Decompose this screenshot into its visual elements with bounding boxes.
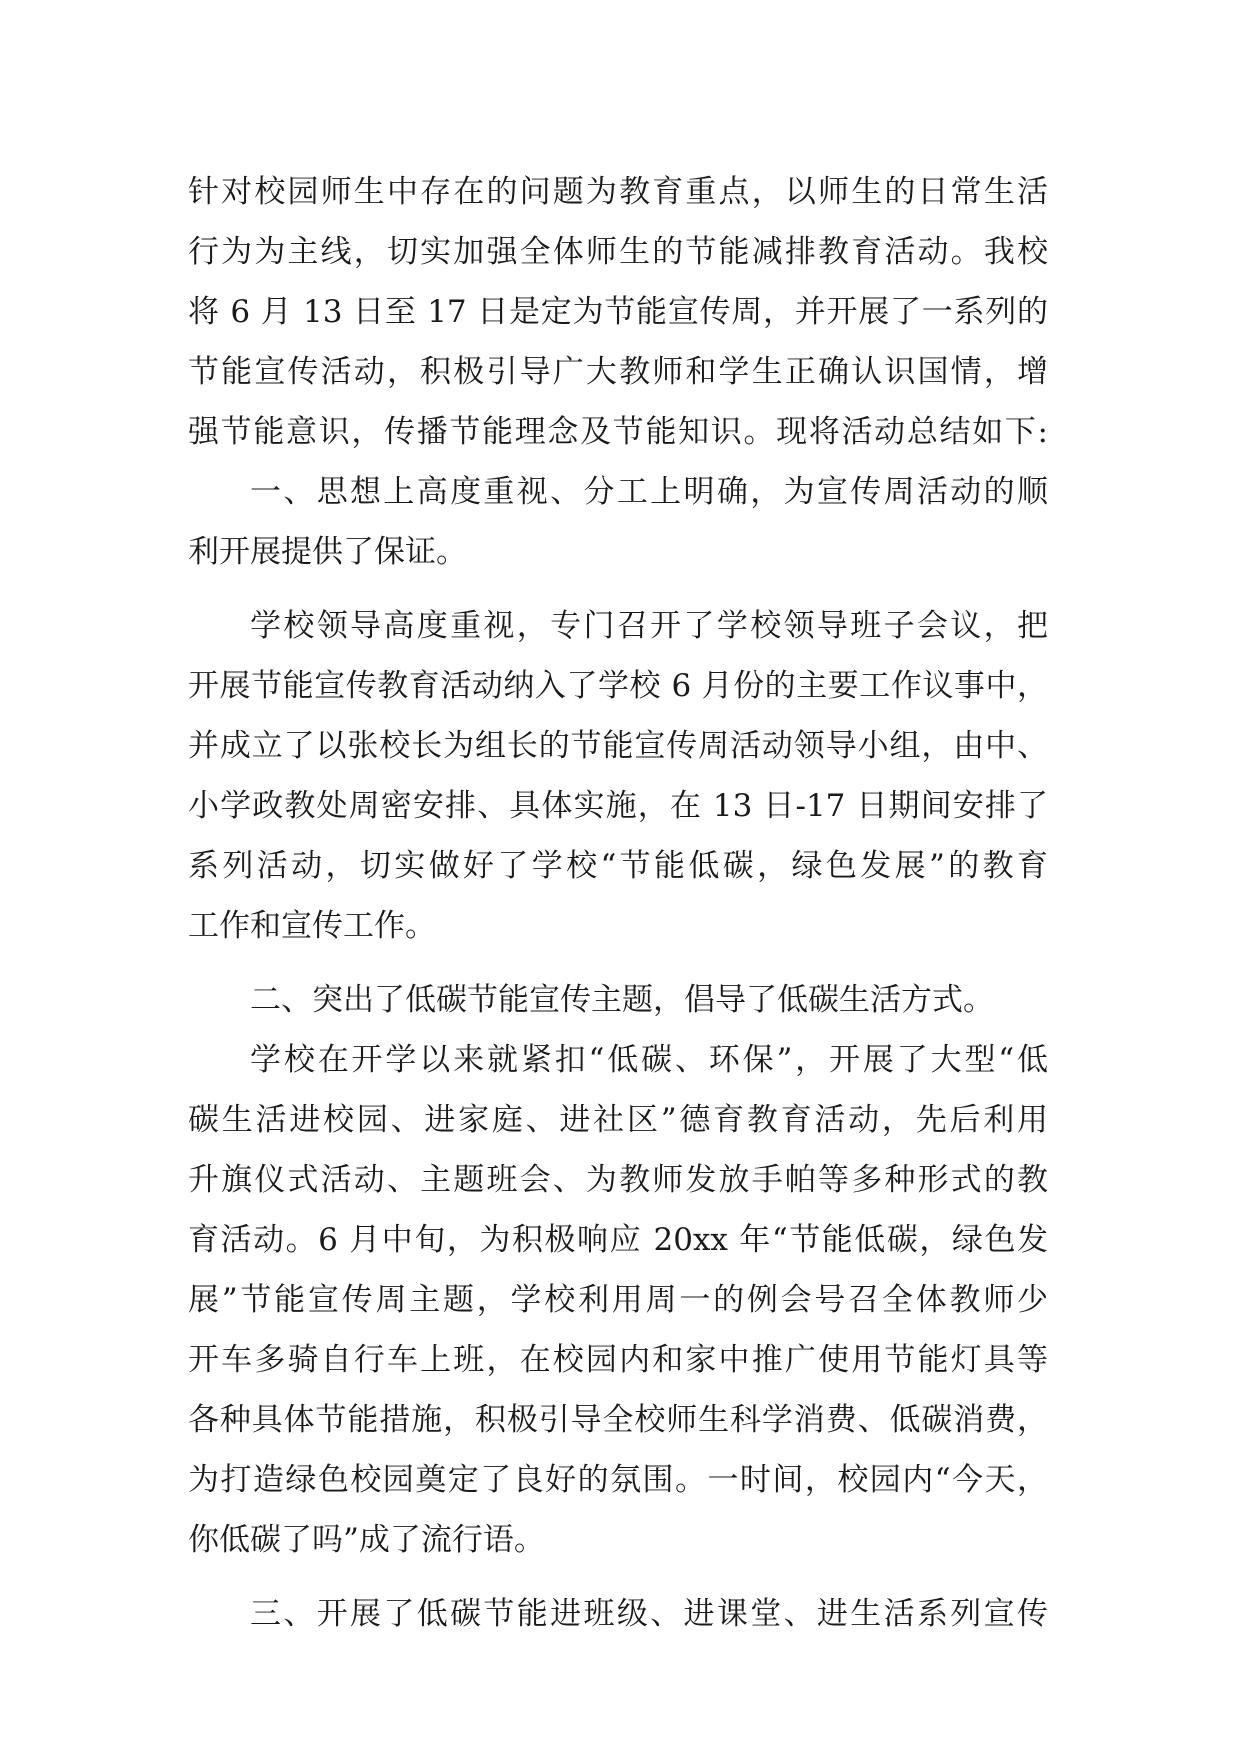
- text-line: 并成立了以张校长为组长的节能宣传周活动领导小组，由中、: [188, 728, 1048, 764]
- text-line: 为打造绿色校园奠定了良好的氛围。一时间，校园内“今天，: [188, 1462, 1048, 1498]
- text-line: 育活动。6 月中旬，为积极响应 20xx 年“节能低碳，绿色发: [188, 1222, 1048, 1258]
- text-line: 强节能意识，传播节能理念及节能知识。现将活动总结如下:: [188, 414, 1048, 450]
- text-line: 小学政教处周密安排、具体实施，在 13 日-17 日期间安排了: [188, 788, 1048, 824]
- text-line: 学校在开学以来就紧扣“低碳、环保”，开展了大型“低: [250, 1042, 1048, 1078]
- text-line: 系列活动，切实做好了学校“节能低碳，绿色发展”的教育: [188, 848, 1048, 884]
- text-line: 升旗仪式活动、主题班会、为教师发放手帕等多种形式的教: [188, 1162, 1048, 1198]
- section-heading-2: 二、突出了低碳节能宣传主题，倡导了低碳生活方式。: [250, 982, 994, 1018]
- text-line: 节能宣传活动，积极引导广大教师和学生正确认识国情，增: [188, 354, 1048, 390]
- text-line: 展”节能宣传周主题，学校利用周一的例会号召全体教师少: [188, 1282, 1048, 1318]
- text-line: 开车多骑自行车上班，在校园内和家中推广使用节能灯具等: [188, 1342, 1048, 1378]
- section-heading-1-cont: 利开展提供了保证。: [188, 534, 467, 570]
- text-line: 开展节能宣传教育活动纳入了学校 6 月份的主要工作议事中，: [188, 668, 1048, 704]
- section-heading-3: 三、开展了低碳节能进班级、进课堂、进生活系列宣传: [250, 1596, 1048, 1632]
- text-line: 各种具体节能措施，积极引导全校师生科学消费、低碳消费，: [188, 1402, 1048, 1438]
- text-line: 行为为主线，切实加强全体师生的节能减排教育活动。我校: [188, 234, 1048, 270]
- section-heading-1: 一、思想上高度重视、分工上明确，为宣传周活动的顺: [250, 474, 1048, 510]
- document-body: [188, 162, 1048, 1644]
- text-line: 碳生活进校园、进家庭、进社区”德育教育活动，先后利用: [188, 1102, 1048, 1138]
- text-line: 工作和宣传工作。: [188, 908, 436, 944]
- text-line: 将 6 月 13 日至 17 日是定为节能宣传周，并开展了一系列的: [188, 294, 1048, 330]
- text-line: 针对校园师生中存在的问题为教育重点，以师生的日常生活: [188, 174, 1048, 210]
- text-line: 你低碳了吗”成了流行语。: [188, 1522, 545, 1558]
- text-line: 学校领导高度重视，专门召开了学校领导班子会议，把: [250, 608, 1048, 644]
